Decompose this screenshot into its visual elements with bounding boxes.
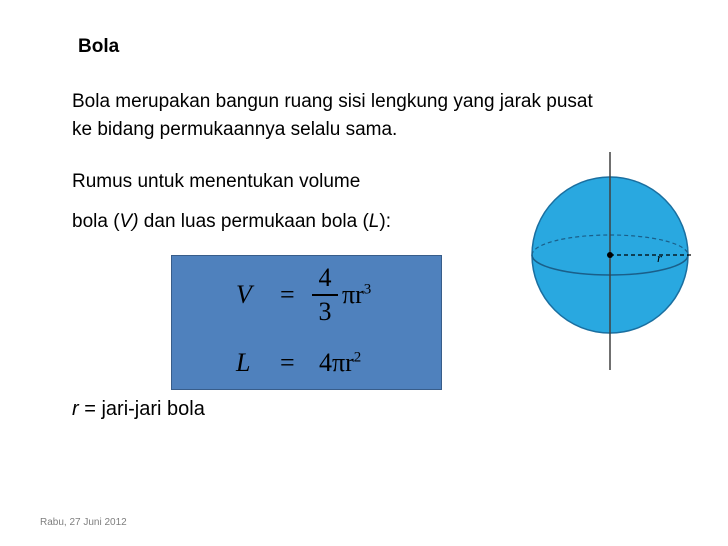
fraction-numerator: 4 (318, 263, 332, 292)
area-equals: = (280, 348, 295, 377)
volume-rhs (342, 280, 371, 310)
legend-sep: = (78, 398, 102, 420)
radius-label: r (657, 250, 663, 265)
area-4-pi-r: 4πr (319, 348, 354, 377)
volume-equals: = (280, 280, 295, 309)
volume-exponent: 3 (363, 281, 372, 298)
intro-text-c: dan luas permukaan bola ( (138, 211, 369, 232)
slide-title: Bola (78, 36, 120, 57)
center-point (607, 252, 613, 258)
area-lhs: L (236, 348, 251, 377)
area-exponent: 2 (353, 349, 362, 366)
radius-legend (72, 398, 205, 421)
sphere-diagram (520, 148, 700, 378)
volume-pi-r: πr (342, 280, 364, 309)
footer-date: Rabu, 27 Juni 2012 (40, 517, 127, 528)
volume-lhs: V (236, 280, 252, 309)
formula-box (171, 255, 442, 390)
legend-var: r (72, 398, 79, 420)
formula-intro-line-1: Rumus untuk menentukan volume (72, 171, 361, 192)
intro-text-e: ): (379, 211, 391, 232)
definition-line-1: Bola merupakan bangun ruang sisi lengkung yang jarak pusat (72, 91, 593, 112)
fraction-denominator: 3 (318, 297, 332, 326)
area-rhs (319, 348, 361, 378)
volume-fraction (312, 264, 338, 326)
definition-line-2: ke bidang permukaannya selalu sama. (72, 119, 398, 140)
fraction-bar (312, 294, 338, 296)
intro-var-v: V) (119, 211, 139, 232)
intro-var-l: L (368, 211, 380, 232)
intro-text-a: bola ( (72, 211, 120, 232)
formula-intro-line-2 (72, 208, 391, 236)
legend-desc: jari-jari bola (101, 398, 205, 420)
